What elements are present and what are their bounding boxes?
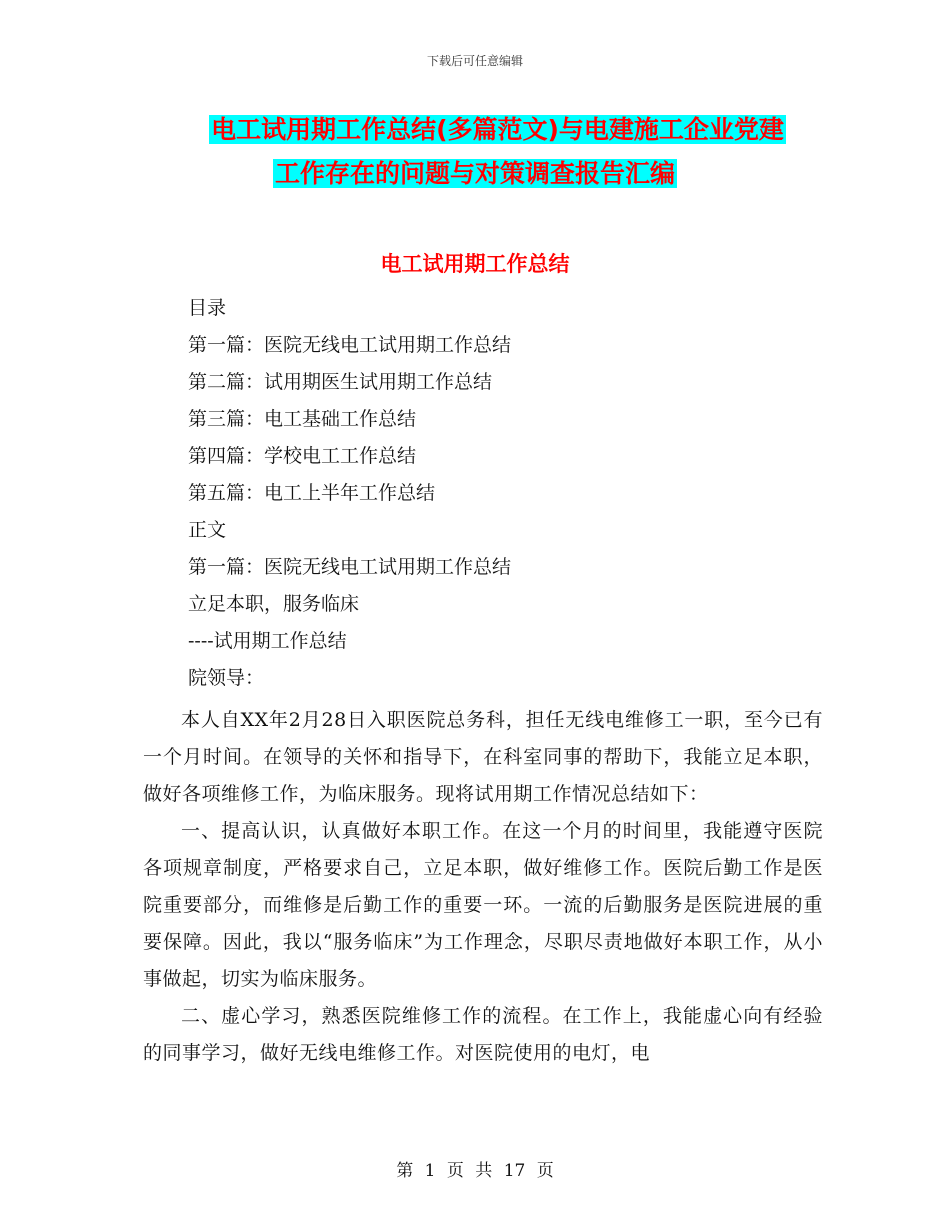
toc-item: 第五篇：电工上半年工作总结 bbox=[188, 482, 436, 504]
document-title-line-2 bbox=[0, 152, 950, 196]
toc-item: 第四篇：学校电工工作总结 bbox=[188, 445, 417, 467]
paragraph: 一、提高认识，认真做好本职工作。在这一个月的时间里，我能遵守医院各项规章制度，严格要求自己，立足本职，做好维修工作。医院后勤工作是医院重要部分，而维修是后勤工作的重要一环。一流的后勤服务是医院进展的重要保障。因此，我以“服务临床”为工作理念，尽职尽责地做好本职工作，从小事做起，切实为临床服务。 bbox=[143, 820, 823, 990]
table-of-contents bbox=[188, 290, 838, 697]
page-footer: 第 1 页 共 17 页 bbox=[396, 1161, 554, 1181]
article-title: 第一篇：医院无线电工试用期工作总结 bbox=[188, 556, 512, 578]
article-subtitle: ----试用期工作总结 bbox=[188, 630, 347, 652]
article-slogan: 立足本职，服务临床 bbox=[188, 593, 360, 615]
toc-item: 第一篇：医院无线电工试用期工作总结 bbox=[188, 334, 512, 356]
salutation: 院领导： bbox=[188, 667, 265, 689]
paragraph: 二、虚心学习，熟悉医院维修工作的流程。在工作上，我能虚心向有经验的同事学习，做好无线电维修工作。对医院使用的电灯，电 bbox=[143, 1005, 823, 1064]
body-heading: 正文 bbox=[188, 519, 227, 541]
toc-heading: 目录 bbox=[188, 297, 227, 319]
body-text bbox=[143, 702, 823, 1072]
paragraph: 本人自XX年2月28日入职医院总务科，担任无线电维修工一职，至今已有一个月时间。在领导的关怀和指导下，在科室同事的帮助下，我能立足本职，做好各项维修工作，为临床服务。现将试用期工作情况总结如下： bbox=[143, 709, 823, 805]
toc-item: 第二篇：试用期医生试用期工作总结 bbox=[188, 371, 493, 393]
toc-item: 第三篇：电工基础工作总结 bbox=[188, 408, 417, 430]
title-line-2-text: 工作存在的问题与对策调查报告汇编 bbox=[274, 159, 675, 188]
header-note: 下载后可任意编辑 bbox=[426, 54, 523, 68]
document-title-line-1 bbox=[0, 108, 950, 152]
title-line-1-text: 电工试用期工作总结(多篇范文)与电建施工企业党建 bbox=[211, 115, 784, 144]
section-title: 电工试用期工作总结 bbox=[380, 252, 570, 276]
